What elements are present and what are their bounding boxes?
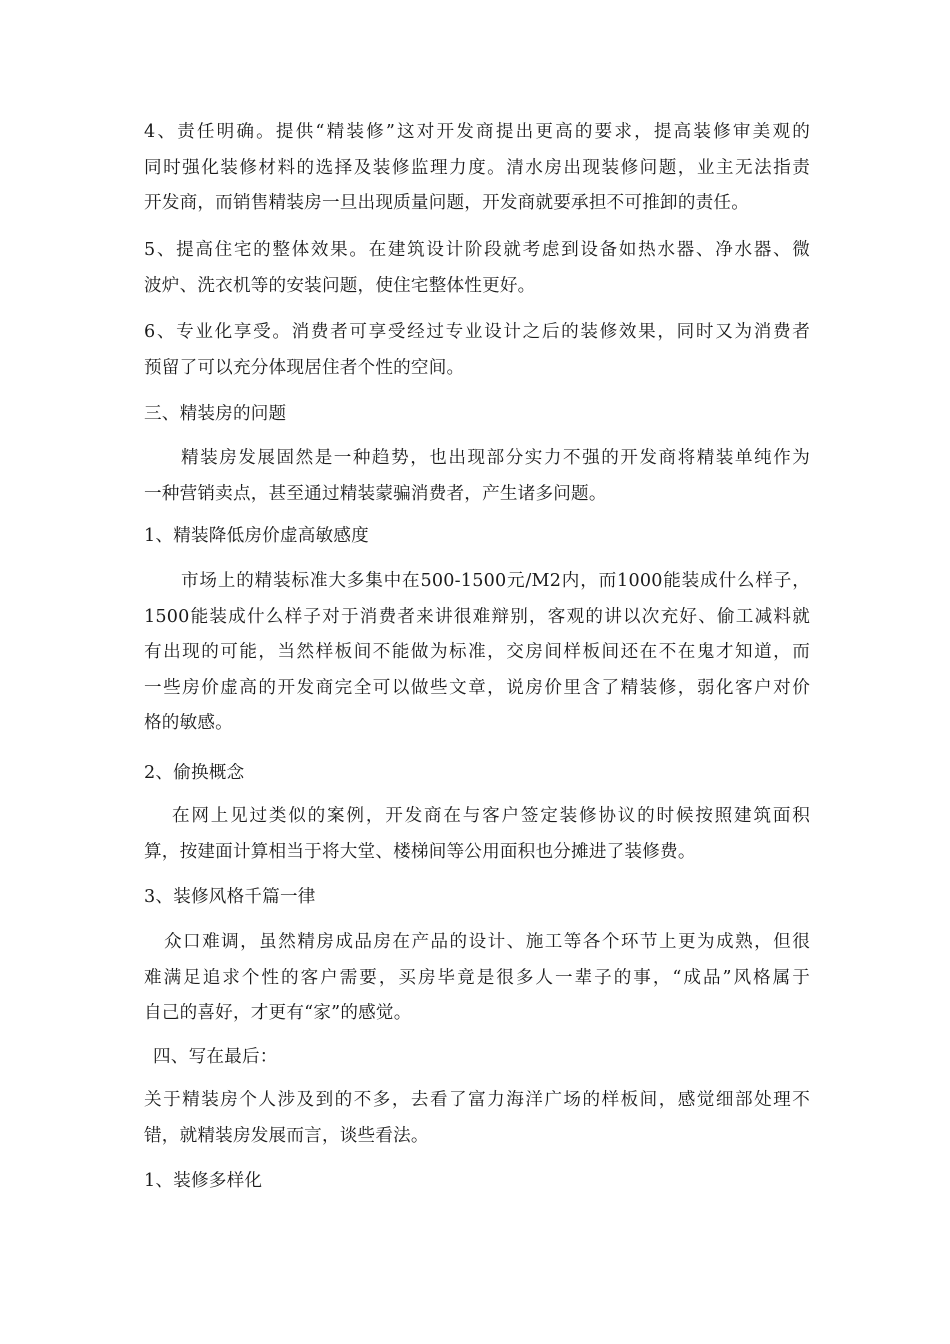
text-line: 众口难调，虽然精房成品房在产品的设计、施工等各个环节上更为成熟，但很: [164, 932, 810, 952]
text-line: 格的敏感。: [144, 713, 233, 733]
text-line: 算，按建面计算相当于将大堂、楼梯间等公用面积也分摊进了装修费。: [144, 841, 696, 862]
heading-text: 2、偷换概念: [144, 763, 245, 783]
paragraph-overall-effect: [144, 233, 810, 304]
text-line: 关于精装房个人涉及到的不多，去看了富力海洋广场的样板间，感觉细部处理不: [144, 1090, 810, 1110]
subheading-concept-swap: [144, 756, 810, 792]
heading-text: 四、写在最后：: [153, 1047, 278, 1067]
text-line: 一些房价虚高的开发商完全可以做些文章，说房价里含了精装修，弱化客户对价: [144, 677, 810, 698]
subheading-diversity: [144, 1164, 810, 1200]
text-line: 市场上的精装标准大多集中在500-1500元/M2内，而1000能装成什么样子，: [181, 571, 810, 591]
heading-text: 3、装修风格千篇一律: [144, 887, 316, 907]
text-line: 4、责任明确。提供“精装修”这对开发商提出更高的要求，提高装修审美观的: [144, 122, 810, 142]
heading-text: 1、装修多样化: [144, 1171, 263, 1191]
paragraph-uniform-style: [144, 925, 810, 1032]
heading-text: 1、精装降低房价虚高敏感度: [144, 526, 369, 546]
text-line: 1500能装成什么样子对于消费者来讲很难辩别，客观的讲以次充好、偷工减料就: [144, 606, 810, 627]
text-line: 预留了可以充分体现居住者个性的空间。: [144, 357, 465, 378]
text-line: 在网上见过类似的案例，开发商在与客户签定装修协议的时候按照建筑面积: [172, 806, 810, 826]
paragraph-problems-intro: [144, 441, 810, 512]
subheading-price-sensitivity: [144, 519, 810, 555]
paragraph-professional: [144, 315, 810, 386]
text-line: 开发商，而销售精装房一旦出现质量问题，开发商就要承担不可推卸的责任。: [144, 193, 749, 213]
text-line: 波炉、洗衣机等的安装问题，使住宅整体性更好。: [144, 275, 536, 296]
text-line: 同时强化装修材料的选择及装修监理力度。清水房出现装修问题，业主无法指责: [144, 157, 810, 178]
text-line: 有出现的可能，当然样板间不能做为标准，交房间样板间还在不在鬼才知道，而: [144, 642, 810, 662]
paragraph-market-standard: [144, 564, 810, 742]
section-heading-conclusion: [144, 1040, 810, 1076]
paragraph-concept-swap: [144, 799, 810, 870]
paragraph-conclusion: [144, 1083, 810, 1154]
text-line: 自己的喜好，才更有“家”的感觉。: [144, 1003, 412, 1023]
heading-text: 三、精装房的问题: [144, 404, 287, 424]
text-line: 难满足追求个性的客户需要，买房毕竟是很多人一辈子的事，“成品”风格属于: [144, 967, 810, 988]
paragraph-responsibility: [144, 115, 810, 222]
section-heading-problems: [144, 397, 810, 433]
text-line: 一种营销卖点，甚至通过精装蒙骗消费者，产生诸多问题。: [144, 483, 607, 504]
text-line: 6、专业化享受。消费者可享受经过专业设计之后的装修效果，同时又为消费者: [144, 322, 810, 342]
text-line: 精装房发展固然是一种趋势，也出现部分实力不强的开发商将精装单纯作为: [181, 448, 810, 468]
text-line: 5、提高住宅的整体效果。在建筑设计阶段就考虑到设备如热水器、净水器、微: [144, 240, 810, 260]
subheading-uniform-style: [144, 880, 810, 916]
text-line: 错，就精装房发展而言，谈些看法。: [144, 1125, 429, 1146]
